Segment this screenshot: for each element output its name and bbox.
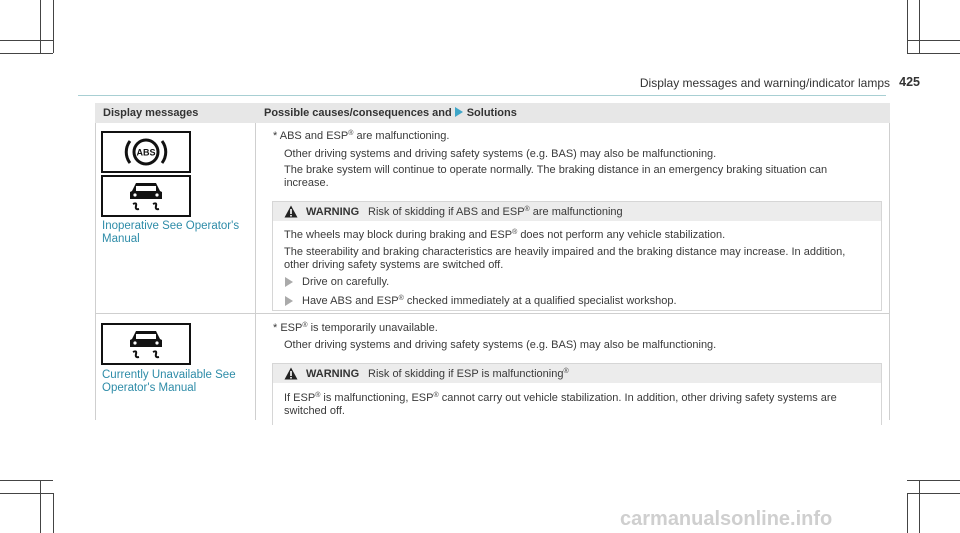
crop-mark	[0, 53, 53, 54]
warning-heading	[368, 206, 623, 218]
crop-mark	[919, 480, 920, 533]
col-header-solutions-text: Solutions	[466, 107, 517, 119]
table-border-right	[889, 123, 890, 420]
step-drive-carefully: Drive on carefully.	[302, 276, 390, 288]
step-text: Have ABS and ESP	[302, 295, 399, 307]
step-arrow-icon	[285, 277, 293, 287]
crop-mark	[0, 480, 53, 481]
warning-triangle-icon	[284, 205, 298, 218]
registered-mark: ®	[348, 130, 354, 137]
warning-triangle-icon	[284, 367, 298, 380]
row1-caption: Inoperative See Operator's Manual	[102, 220, 240, 245]
cause-text: ESP	[280, 322, 303, 334]
step-text: checked immediately at a qualified specialist workshop.	[406, 295, 677, 307]
crop-mark	[919, 0, 920, 53]
warning-label: WARNING	[306, 368, 360, 380]
registered-mark: ®	[524, 206, 530, 213]
row-divider	[95, 313, 890, 314]
crop-mark	[907, 480, 960, 481]
warning-body-text: If ESP	[284, 392, 316, 404]
crop-mark	[40, 480, 41, 533]
crop-mark	[907, 0, 908, 53]
col-header-causes	[264, 107, 517, 119]
crop-mark	[907, 493, 960, 494]
warning-body-text: cannot carry out vehicle stabilization. In addition, other driving safety systems are switched off.	[284, 392, 837, 417]
warning-body1	[284, 229, 725, 242]
svg-text:ABS: ABS	[136, 147, 156, 158]
section-title: Display messages and warning/indicator lamps	[639, 76, 890, 90]
column-divider	[255, 123, 256, 420]
warning-body-text: The wheels may block during braking and ESP	[284, 229, 513, 241]
step-arrow-icon	[285, 296, 293, 306]
row1-line1: Other driving systems and driving safety systems (e.g. BAS) may also be malfunctioning.	[284, 148, 717, 160]
warning-label: WARNING	[306, 206, 360, 218]
crop-mark	[53, 493, 54, 533]
footnote-mark: *	[273, 322, 278, 334]
header-rule	[78, 95, 886, 96]
row1-line2: The brake system will continue to operate normally. The braking distance in an emergency braking situation can increase.	[284, 164, 828, 189]
warning-box	[272, 363, 882, 425]
crop-mark	[40, 0, 41, 53]
esp-warning-lamp	[101, 323, 191, 365]
crop-mark	[53, 0, 54, 53]
cause-text: are malfunctioning.	[356, 130, 450, 142]
warning-body-text: does not perform any vehicle stabilization.	[520, 229, 726, 241]
warning-heading-text: Risk of skidding if ESP is malfunctioning	[368, 368, 564, 380]
registered-mark: ®	[315, 392, 321, 399]
table-header	[95, 103, 890, 123]
registered-mark: ®	[433, 392, 439, 399]
registered-mark: ®	[398, 295, 404, 302]
row1-cause	[273, 130, 449, 143]
esp-skid-icon	[103, 325, 189, 363]
table-border-left	[95, 123, 96, 420]
row2-cause	[273, 322, 438, 335]
warning-heading-text: Risk of skidding if ABS and ESP	[368, 206, 525, 218]
abs-icon	[103, 133, 189, 171]
warning-header	[273, 202, 881, 221]
warning-body	[284, 392, 874, 418]
esp-skid-icon	[103, 177, 189, 215]
page-number: 425	[899, 75, 920, 89]
crop-mark	[0, 40, 53, 41]
warning-heading-text: are malfunctioning	[532, 206, 623, 218]
warning-body-text: is malfunctioning, ESP	[323, 392, 434, 404]
warning-header	[273, 364, 881, 383]
crop-mark	[907, 493, 908, 533]
registered-mark: ®	[563, 368, 569, 375]
warning-box	[272, 201, 882, 311]
registered-mark: ®	[302, 322, 308, 329]
col-header-display-messages: Display messages	[103, 107, 199, 119]
esp-warning-lamp	[101, 175, 191, 217]
step-workshop	[302, 295, 677, 308]
row2-caption: Currently Unavailable See Operator's Manual	[102, 369, 236, 394]
cause-text: ABS and ESP	[279, 130, 349, 142]
crop-mark	[907, 40, 960, 41]
crop-mark	[907, 53, 960, 54]
arrow-right-icon	[455, 107, 463, 117]
cause-text: is temporarily unavailable.	[310, 322, 438, 334]
registered-mark: ®	[512, 229, 518, 236]
col-header-causes-text: Possible causes/consequences and	[264, 107, 452, 119]
warning-body2: The steerability and braking characteristics are heavily impaired and the braking distance may increase. In addition, other driving safety systems are switched off.	[284, 246, 846, 271]
watermark: carmanualsonline.info	[620, 508, 833, 530]
footnote-mark: *	[273, 130, 278, 142]
row2-line1: Other driving systems and driving safety systems (e.g. BAS) may also be malfunctioning.	[284, 339, 717, 351]
warning-heading	[368, 368, 569, 380]
crop-mark	[0, 493, 53, 494]
abs-warning-lamp	[101, 131, 191, 173]
